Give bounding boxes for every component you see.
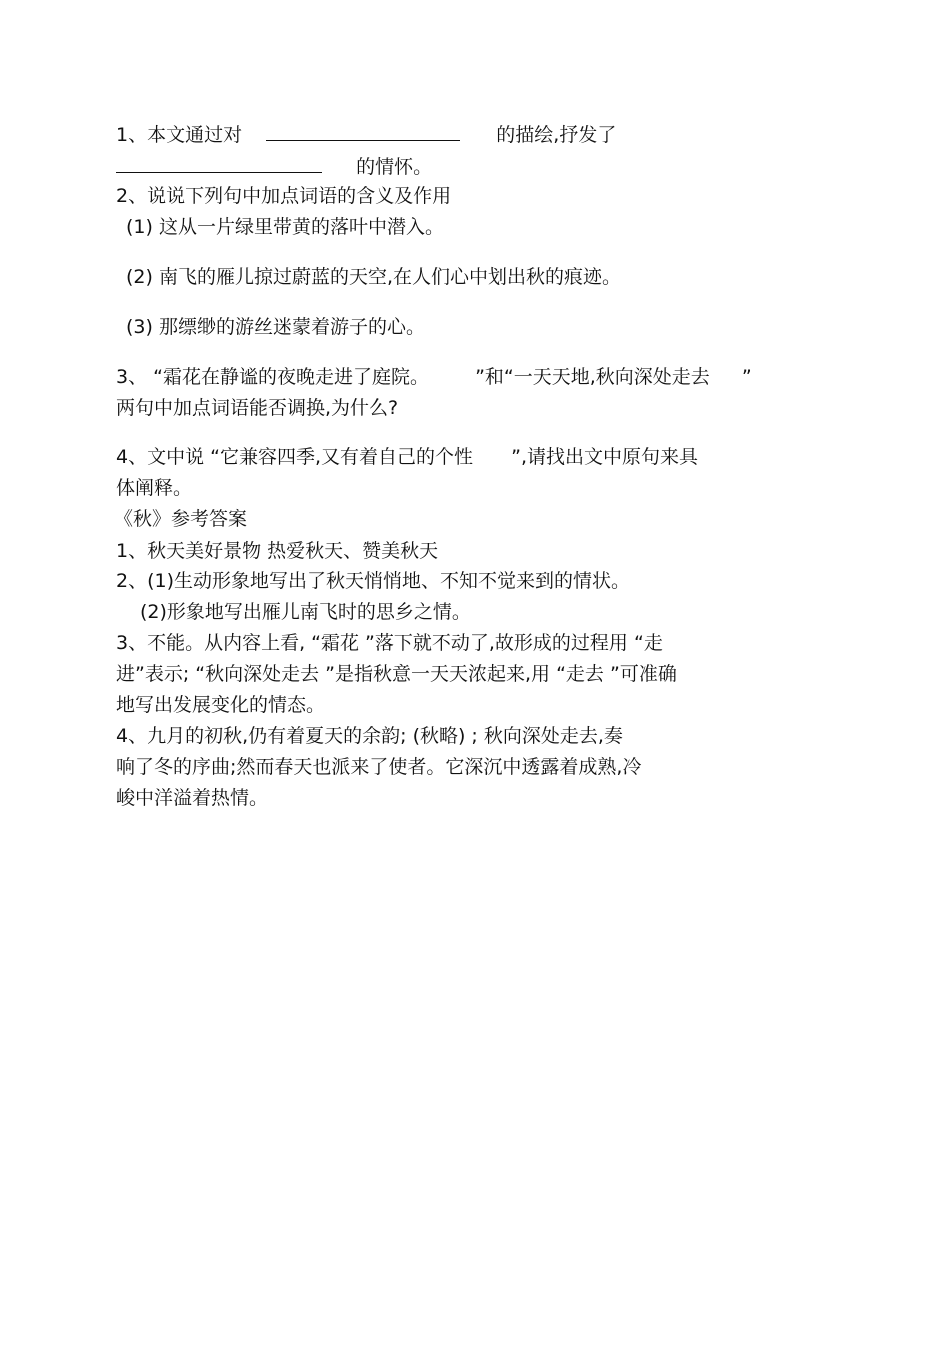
answer-blank-1	[266, 122, 460, 141]
question-1-line-2	[116, 154, 432, 179]
question-3-part-b: ”和“一天天地,秋向深处走去	[475, 366, 710, 388]
question-1-line-2-suffix: 的情怀。	[356, 156, 433, 178]
answer-3-line-3: 地写出发展变化的情态。	[116, 694, 326, 716]
question-1-suffix: 的描绘,抒发了	[496, 124, 617, 146]
question-2-item-3: (3) 那缥缈的游丝迷蒙着游子的心。	[126, 316, 425, 338]
answer-2-part-1: 2、(1)生动形象地写出了秋天悄悄地、不知不觉来到的情状。	[116, 570, 631, 592]
question-3-line-2: 两句中加点词语能否调换,为什么?	[116, 397, 399, 419]
answer-1: 1、秋天美好景物 热爱秋天、赞美秋天	[116, 540, 439, 562]
question-2-prompt: 2、说说下列句中加点词语的含义及作用	[116, 185, 452, 207]
question-3-part-a: 3、 “霜花在静谧的夜晚走进了庭院。	[116, 366, 429, 388]
answer-blank-2	[116, 154, 322, 173]
question-1-prefix: 1、本文通过对	[116, 124, 243, 146]
question-2-item-2: (2) 南飞的雁儿掠过蔚蓝的天空,在人们心中划出秋的痕迹。	[126, 266, 621, 288]
answer-3-line-2: 进”表示; “秋向深处走去 ”是指秋意一天天浓起来,用 “走去 ”可准确	[116, 663, 677, 685]
question-3-line-1	[116, 365, 752, 389]
question-4-line-2: 体阐释。	[116, 477, 193, 499]
question-4-part-b: ”,请找出文中原句来具	[511, 446, 698, 468]
answer-2-part-2: (2)形象地写出雁儿南飞时的思乡之情。	[140, 601, 471, 623]
question-4-line-1	[116, 445, 698, 469]
question-1-line-1	[116, 122, 616, 147]
question-3-part-c: ”	[741, 366, 752, 388]
question-2-item-1: (1) 这从一片绿里带黄的落叶中潜入。	[126, 216, 444, 238]
answer-4-line-1: 4、九月的初秋,仍有着夏天的余韵; (秋略) ; 秋向深处走去,奏	[116, 725, 623, 747]
question-4-part-a: 4、文中说 “它兼容四季,又有着自己的个性	[116, 446, 474, 468]
answer-4-line-3: 峻中洋溢着热情。	[116, 787, 269, 809]
answers-title: 《秋》参考答案	[114, 508, 248, 530]
answer-3-line-1: 3、不能。从内容上看, “霜花 ”落下就不动了,故形成的过程用 “走	[116, 632, 663, 654]
answer-4-line-2: 响了冬的序曲;然而春天也派来了使者。它深沉中透露着成熟,冷	[116, 756, 642, 778]
